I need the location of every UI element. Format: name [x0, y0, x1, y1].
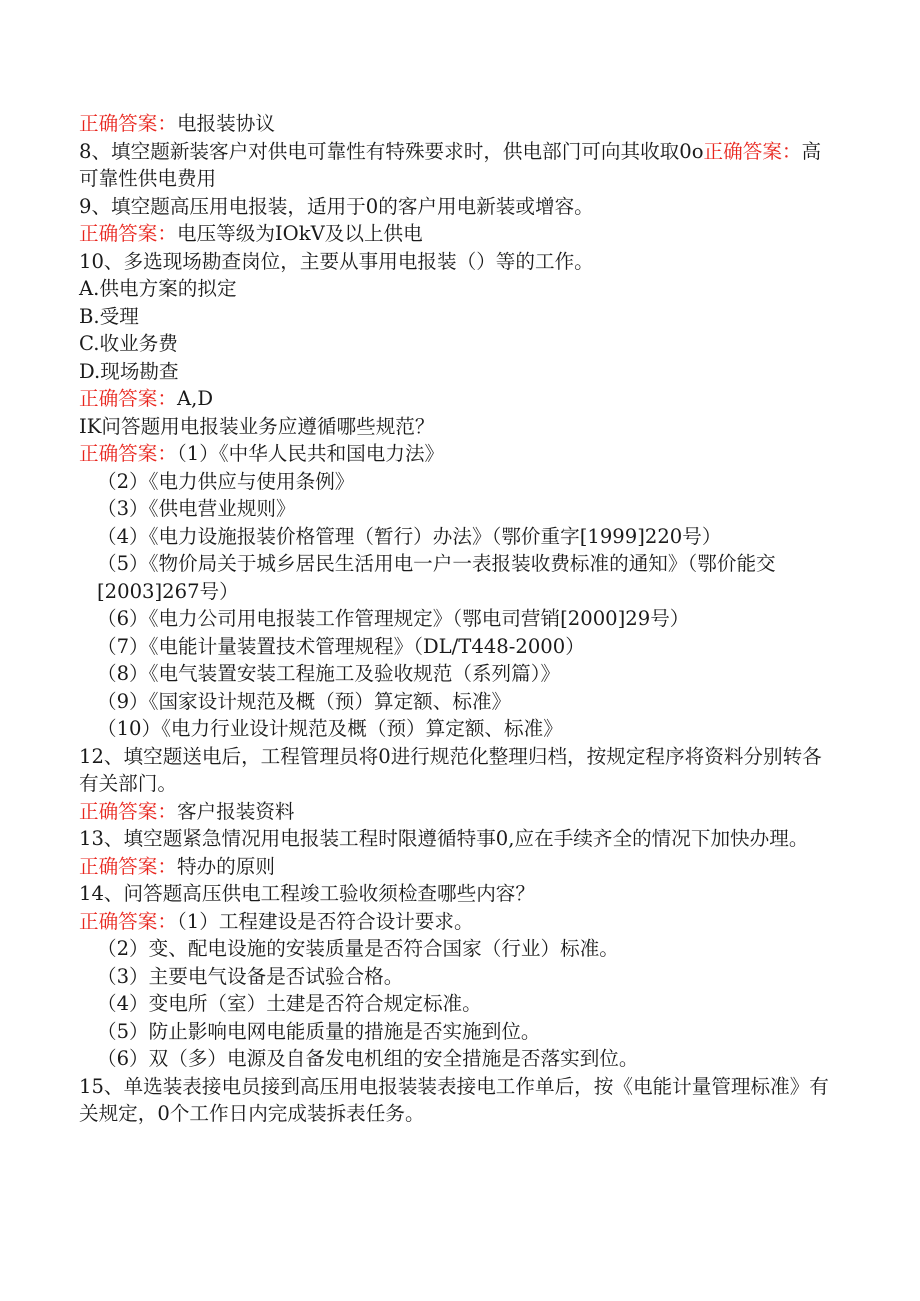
answer-label: 正确答案：	[79, 442, 177, 465]
answer-line	[79, 220, 839, 248]
answer-item: （9）《国家设计规范及概（预）算定额、标准》	[97, 689, 512, 713]
answer-label: 正确答案：	[79, 854, 177, 878]
answer-label: 正确答案：	[79, 222, 177, 245]
option-d: D.现场勘查	[79, 359, 179, 383]
answer-label: 正确答案：	[79, 799, 177, 823]
answer-line	[79, 853, 839, 881]
question-9: 9、填空题高压用电报装，适用于0的客户用电新装或增容。	[79, 194, 594, 218]
answer-item: （3）《供电营业规则》	[97, 497, 296, 520]
answer-item: （3）主要电气设备是否试验合格。	[97, 964, 404, 988]
answer-label: 正确答案：	[79, 909, 177, 933]
answer-text: A,D	[176, 387, 214, 410]
answer-line	[79, 440, 839, 468]
question-12: 12、填空题送电后，工程管理员将0进行规范化整理归档，按规定程序将资料分别转各有关部门。	[79, 744, 822, 795]
answer-line	[79, 798, 839, 826]
option-a: A.供电方案的拟定	[79, 277, 237, 300]
answer-text: 电压等级为IOkV及以上供电	[176, 222, 423, 245]
answer-text: 高可靠性供电费用	[79, 139, 822, 190]
question-10: 10、多选现场勘查岗位，主要从事用电报装（）等的工作。	[79, 249, 594, 273]
answer-text: 特办的原则	[176, 854, 275, 878]
question-13: 13、填空题紧急情况用电报装工程时限遵循特事0,应在手续齐全的情况下加快办理。	[79, 827, 809, 850]
answer-item: （6）《电力公司用电报装工作管理规定》（鄂电司营销[2000]29号）	[97, 607, 690, 630]
answer-item: （4）变电所（室）土建是否符合规定标准。	[97, 992, 482, 1015]
question-11: IK问答题用电报装业务应遵循哪些规范？	[79, 414, 435, 438]
answer-item: （4）《电力设施报装价格管理（暂行）办法》（鄂价重字[1999]220号）	[97, 524, 722, 548]
answer-text: （1）《中华人民共和国电力法》	[176, 442, 445, 465]
question-14: 14、问答题高压供电工程竣工验收须检查哪些内容？	[79, 882, 535, 905]
option-b: B.受理	[79, 304, 139, 328]
document-page	[79, 110, 839, 1128]
question-text: 8、填空题新装客户对供电可靠性有特殊要求时，供电部门可向其收取0o	[79, 139, 704, 163]
answer-item: （7）《电能计量装置技术管理规程》（DL/T448-2000）	[97, 634, 585, 658]
answer-line	[79, 908, 839, 936]
option-c: C.收业务费	[79, 332, 178, 355]
answer-text: 电报装协议	[176, 112, 275, 135]
answer-text: 客户报装资料	[176, 799, 295, 823]
question-8	[79, 138, 839, 193]
question-15: 15、单选装表接电员接到高压用电报装装表接电工作单后，按《电能计量管理标准》有关规定，0个工作日内完成装拆表任务。	[79, 1074, 829, 1125]
answer-line	[79, 385, 839, 413]
answer-item: （2）变、配电设施的安装质量是否符合国家（行业）标准。	[97, 937, 619, 960]
answer-item: （8）《电气装置安装工程施工及验收规范（系列篇）》	[97, 662, 561, 685]
answer-item: （5）《物价局关于城乡居民生活用电一户一表报装收费标准的通知》（鄂价能交[2003]267号）	[97, 552, 776, 603]
answer-item: （5）防止影响电网电能质量的措施是否实施到位。	[97, 1019, 541, 1043]
answer-item: （6）双（多）电源及自备发电机组的安全措施是否落实到位。	[97, 1047, 639, 1070]
answer-item: （10）《电力行业设计规范及概（预）算定额、标准》	[97, 717, 563, 740]
answer-item: （2）《电力供应与使用条例》	[97, 469, 355, 493]
answer-label: 正确答案：	[79, 112, 177, 135]
answer-label: 正确答案：	[79, 387, 177, 410]
answer-text: （1）工程建设是否符合设计要求。	[176, 909, 474, 933]
answer-line	[79, 110, 839, 138]
answer-label: 正确答案：	[703, 139, 802, 163]
